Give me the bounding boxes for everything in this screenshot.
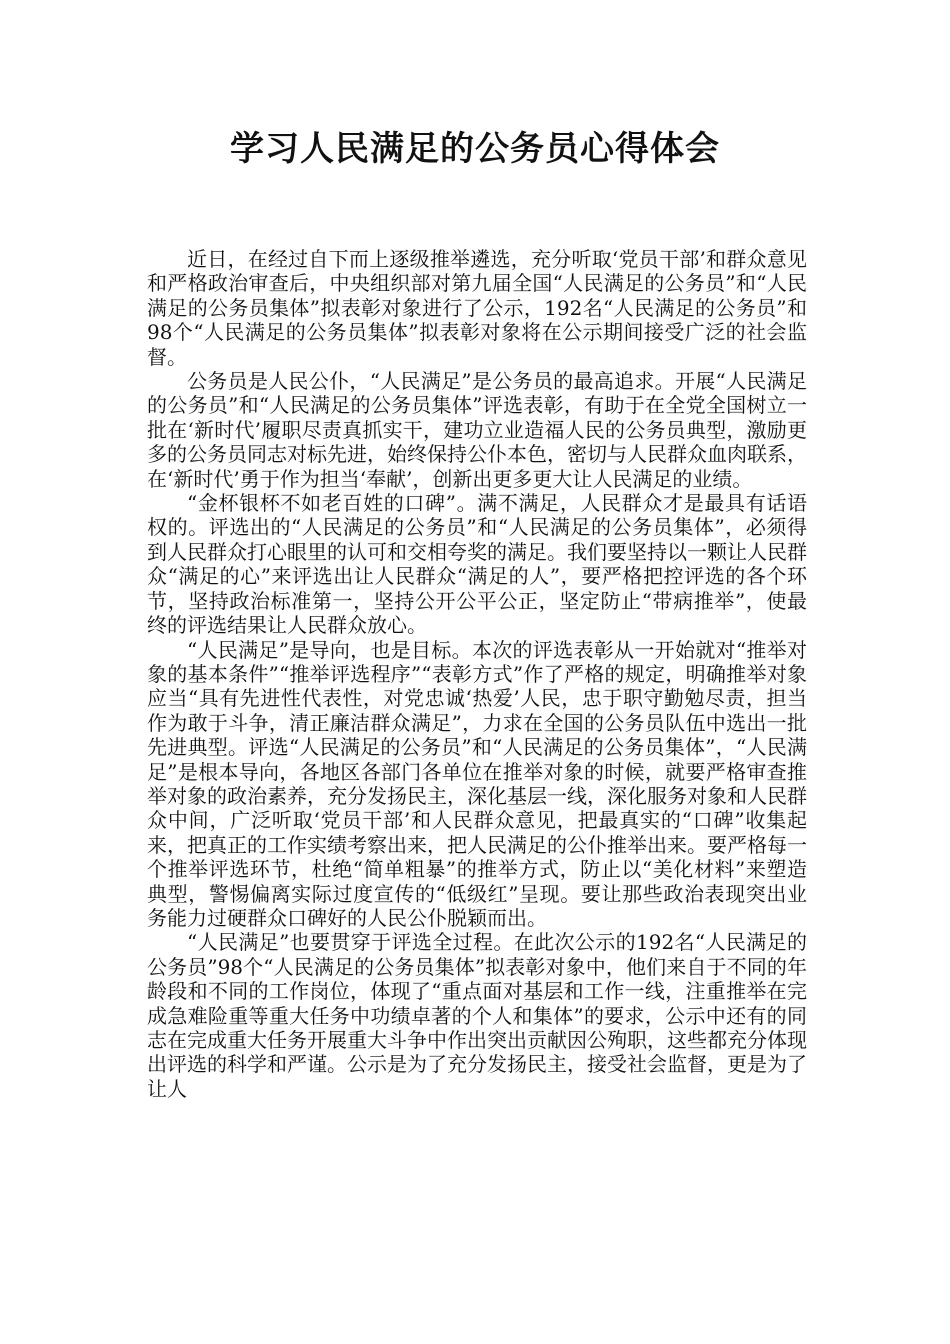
paragraph: 近日，在经过自下而上逐级推举遴选，充分听取‘党员干部’和群众意见和严格政治审查后，中央组织部对第九届全国“人民满足的公务员”和“人民满足的公务员集体”拟表彰对象进行了公示，192名“人民满足的公务员”和98个“人民满足的公务员集体”拟表彰对象将在公示期间接受广泛的社会监督。 bbox=[147, 247, 807, 369]
document-body bbox=[147, 247, 807, 1101]
paragraph: “人民满足”是导向，也是目标。本次的评选表彰从一开始就对“推举对象的基本条件”“推举评选程序”“表彰方式”作了严格的规定，明确推举对象应当“具有先进性代表性，对党忠诚‘热爱’人民，忠于职守勤勉尽责，担当作为敢于斗争，清正廉洁群众满足”，力求在全国的公务员队伍中选出一批先进典型。评选“人民满足的公务员”和“人民满足的公务员集体”，“人民满足”是根本导向，各地区各部门各单位在推举对象的时候，就要严格审查推举对象的政治素养，充分发扬民主，深化基层一线，深化服务对象和人民群众中间，广泛听取‘党员干部’和人民群众意见，把最真实的“口碑”收集起来，把真正的工作实绩考察出来，把人民满足的公仆推举出来。要严格每一个推举评选环节，杜绝“简单粗暴”的推举方式，防止以“美化材料”来塑造典型，警惕偏离实际过度宣传的“低级红”呈现。要让那些政治表现突出业务能力过硬群众口碑好的人民公仆脱颖而出。 bbox=[147, 637, 807, 930]
document-title: 学习人民满足的公务员心得体会 bbox=[230, 129, 720, 169]
paragraph: “金杯银杯不如老百姓的口碑”。满不满足，人民群众才是最具有话语权的。评选出的“人民满足的公务员”和“人民满足的公务员集体”，必须得到人民群众打心眼里的认可和交相夸奖的满足。我们要坚持以一颗让人民群众“满足的心”来评选出让人民群众“满足的人”，要严格把控评选的各个环节，坚持政治标准第一，坚持公开公平公正，坚定防止“带病推举”，使最终的评选结果让人民群众放心。 bbox=[147, 491, 807, 638]
paragraph: “人民满足”也要贯穿于评选全过程。在此次公示的192名“人民满足的公务员”98个“人民满足的公务员集体”拟表彰对象中，他们来自于不同的年龄段和不同的工作岗位，体现了“重点面对基层和工作一线，注重推举在完成急难险重等重大任务中功绩卓著的个人和集体”的要求，公示中还有的同志在完成重大任务开展重大斗争中作出突出贡献因公殉职，这些都充分体现出评选的科学和严谨。公示是为了充分发扬民主，接受社会监督，更是为了让人 bbox=[147, 930, 807, 1101]
paragraph: 公务员是人民公仆，“人民满足”是公务员的最高追求。开展“人民满足的公务员”和“人民满足的公务员集体”评选表彰，有助于在全党全国树立一批在‘新时代’履职尽责真抓实干，建功立业造福人民的公务员典型，激励更多的公务员同志对标先进，始终保持公仆本色，密切与人民群众血肉联系，在‘新时代’勇于作为担当‘奉献’，创新出更多更大让人民满足的业绩。 bbox=[147, 369, 807, 491]
